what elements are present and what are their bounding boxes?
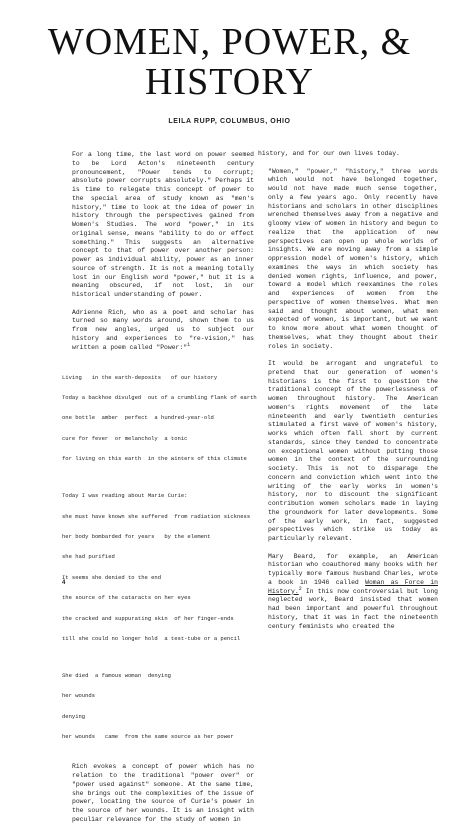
poem-line: Living in the earth-deposits of our history — [62, 373, 218, 381]
poem-line: She died a famous woman denying — [62, 671, 171, 679]
poem-line: the cracked and suppurating skin of her finger-ends — [62, 614, 234, 622]
poem-line: It seems she denied to the end — [62, 573, 162, 581]
poem-line: Today I was reading about Marie Curie: — [62, 492, 188, 500]
poem-line: her wounds came from the same source as her power — [62, 733, 234, 741]
poem-line: her body bombarded for years by the element — [62, 533, 211, 541]
paragraph: Rich evokes a concept of power which has no relation to the traditional "power over" or "power used against" someone. At the same time, she brings out the complexities of the issue of power, locating the source of Curie's power in the source of her wounds. It is an insight with peculiar relevance for the study of women in — [72, 763, 254, 823]
poem-line: till she could no longer hold a test-tube or a pencil — [62, 634, 241, 642]
poem-line: cure for fever or melancholy a tonic — [62, 434, 188, 442]
poem-stanza — [62, 659, 254, 754]
poem-block — [62, 361, 257, 754]
paragraph-text: Mary Beard, for example, an American historian who coauthored many books with her typically more famous husband Charles, wrote a book in 1946 called — [268, 552, 438, 586]
poem-line: Today a backhoe divulged out of a crumbling flank of earth — [62, 394, 257, 402]
paragraph: It would be arrogant and ungrateful to pretend that our generation of women's historians is the first to question the traditional concept of the powerlessness of women throughout history. The American women's rights movement of the late nineteenth and early twentieth centuries stimulated a first wave of women's history, works which often fall short by current standards, since they tended to concentrate on exceptional women without putting those women in the context of the surrounding society. This is not to disparage the concern and conviction which went into the writing of the early works in women's history, nor to discount the significant contribution women scholars made in laying the groundwork for later developments. Some of the early work, in fact, suggested perspectives which strike us today as particularly relevant. — [268, 360, 438, 543]
footnote-marker: 1 — [187, 341, 191, 348]
title-line-1: WOMEN, POWER, & — [47, 21, 412, 63]
poem-stanza — [62, 480, 254, 657]
title-line-2: HISTORY — [145, 61, 314, 103]
poem-line: she had purified — [62, 553, 115, 561]
paragraph-text: Adrienne Rich, who as a poet and scholar has turned so many words around, shown them to us from new angles, urged us to subject our history and experiences to "re-vision," has written a poem called "Power:" — [72, 308, 254, 351]
left-column — [62, 151, 257, 833]
paragraph: "Women," "power," "history," three words which would not have belonged together, would not have made much sense together, only a few years ago. Only recently have historians and scholars in other disciplines wrenched themselves away from a negative and gloomy view of women in history and begun to realize that the application of new perspectives can open up whole worlds of insights. We are moving away from a simple oppression model of women's history, which examines the ways in which society has denied women rights, influence, and power, toward a model which reexamines the roles and experiences of women from the perspective of women themselves. What men said and thought about women, what men expected of women, is important, but we want to know more about what women thought of themselves, what they thought about their roles in society. — [268, 167, 438, 350]
paragraph: history, and for our own lives today. — [258, 150, 400, 157]
right-column — [258, 150, 438, 640]
poem-line: her wounds — [62, 692, 96, 700]
paragraph — [62, 309, 254, 353]
author-byline: LEILA RUPP, COLUMBUS, OHIO — [168, 118, 291, 125]
poem-stanza — [62, 361, 257, 477]
book-title: Woman as Force in History. — [268, 578, 438, 595]
paragraph: For a long time, the last word on power seemed to be Lord Acton's nineteenth century pronouncement, "Power tends to corrupt; absolute power corrupts absolutely." Perhaps it is time to relegate this concept of power to the special area of study known as "men's history," time to look at the idea of power in history through the perspectives gained from Women's Studies. The word "power," in its original sense, means "ability to do or effect something." This suggests an alternative concept to that of power over another person: power as individual ability, power as an inner source of strength. It is not a meaning totally lost in our English word "power," but it is a meaning obscured, if not lost, in our historical understanding of power. — [72, 151, 254, 298]
page-number: 4 — [62, 580, 66, 586]
paragraph-text: In this now controversial but long neglected work, Beard insisted that women had been important and powerful throughout history, that it was in fact the nineteenth century feminists who created the — [268, 587, 438, 630]
paragraph — [258, 553, 438, 632]
poem-line: denying — [62, 712, 86, 720]
poem-line: the source of the cataracts on her eyes — [62, 594, 191, 602]
footnote-marker: 2 — [298, 585, 302, 592]
article-title — [0, 22, 459, 102]
poem-line: for living on this earth in the winters of this climate — [62, 455, 247, 463]
poem-line: one bottle amber perfect a hundred-year-old — [62, 414, 214, 422]
poem-line: she must have known she suffered from radiation sickness — [62, 512, 251, 520]
